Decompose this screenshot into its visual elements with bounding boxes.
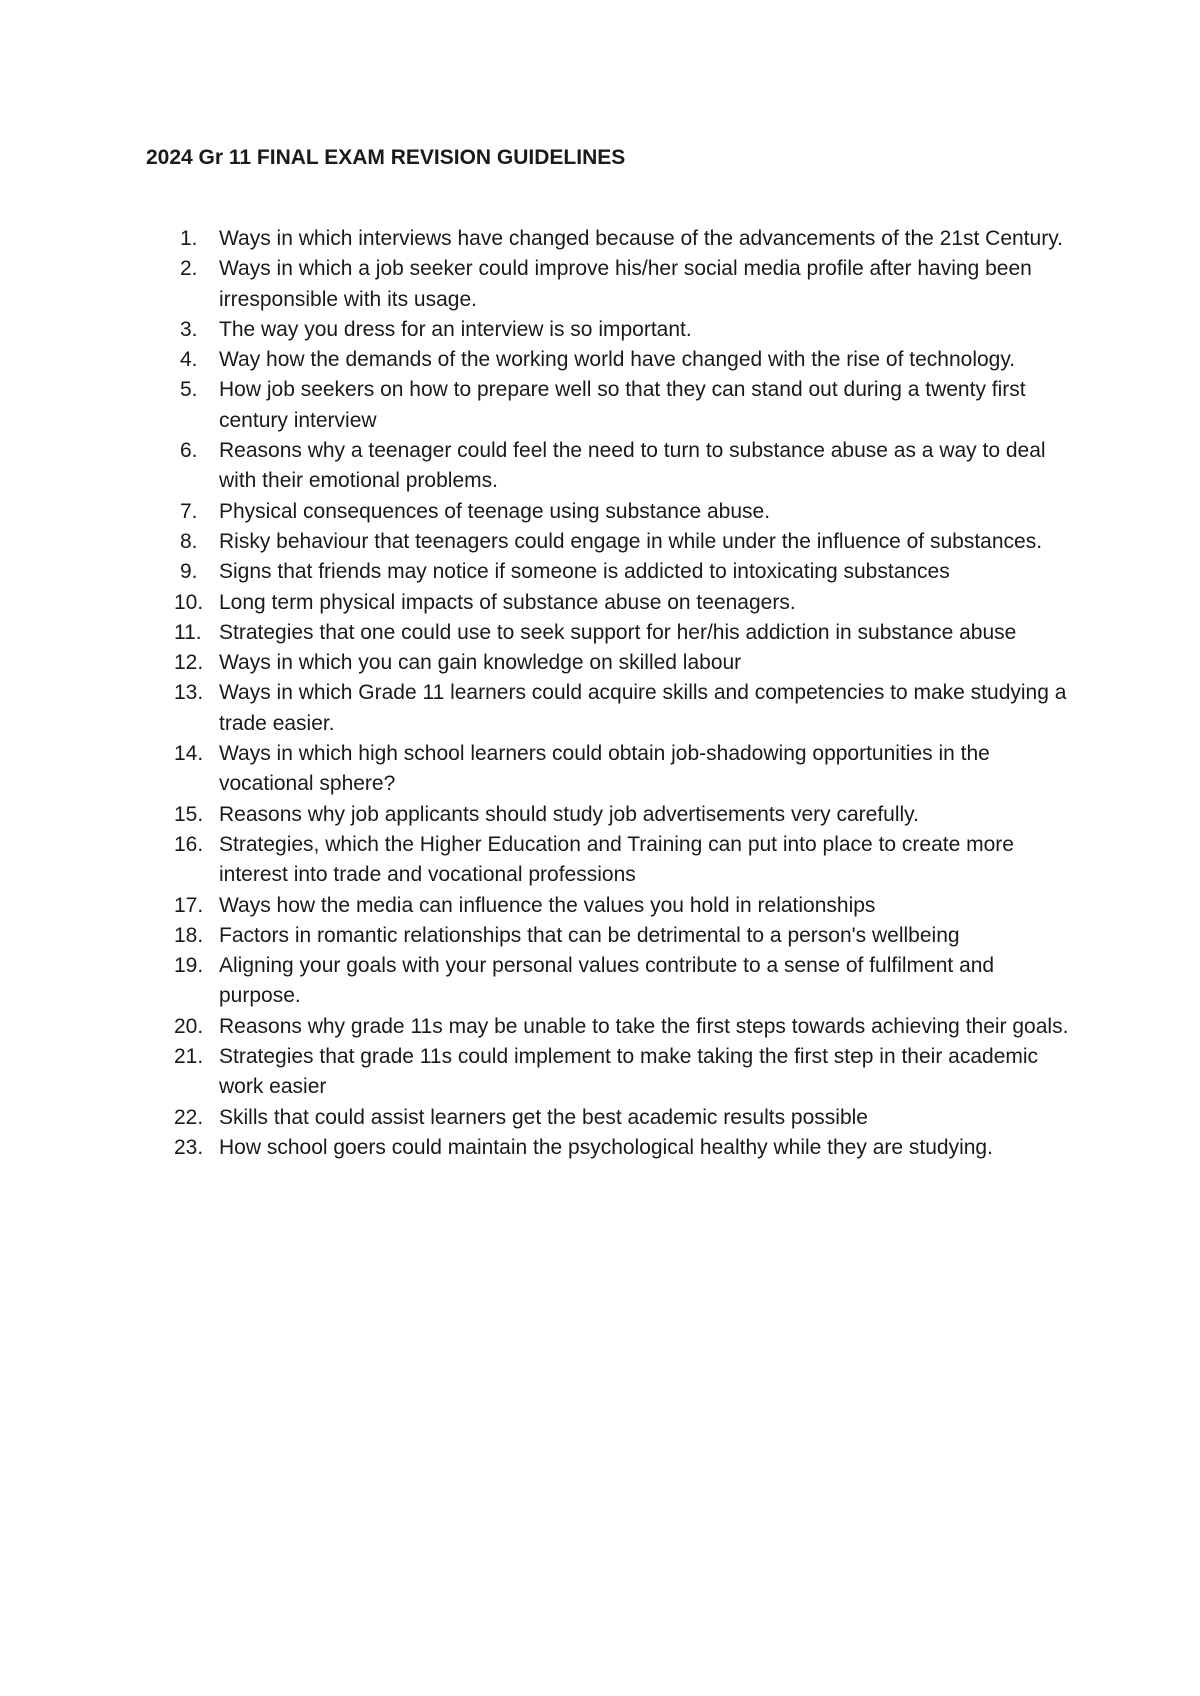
item-text: Way how the demands of the working world have changed with the rise of technology. [219, 348, 1016, 372]
list-item [0, 315, 1069, 345]
item-text: Physical consequences of teenage using substance abuse. [219, 499, 771, 523]
item-number: 6. [180, 439, 198, 463]
item-number: 15. [174, 802, 204, 826]
list-item [0, 891, 1069, 921]
list-item [0, 951, 1069, 1012]
list-item [0, 224, 1069, 254]
document-title: 2024 Gr 11 FINAL EXAM REVISION GUIDELINES [146, 146, 626, 169]
list-item [0, 678, 1069, 739]
item-number: 2. [180, 257, 198, 281]
item-number: 4. [180, 348, 198, 372]
item-text: Risky behaviour that teenagers could engage in while under the influence of substances. [219, 529, 1043, 553]
item-number: 3. [180, 317, 198, 341]
item-number: 1. [180, 227, 198, 250]
item-text: Ways in which a job seeker could improve his/her social media profile after having been irresponsible with its usage. [219, 257, 1032, 311]
item-text: Ways in which Grade 11 learners could acquire skills and competencies to make studying a trade easier. [219, 681, 1067, 735]
item-text: Ways how the media can influence the values you hold in relationships [219, 893, 876, 917]
list-item [0, 1103, 1069, 1133]
list-item [0, 588, 1069, 618]
item-number: 8. [180, 529, 198, 553]
list-item [0, 830, 1069, 891]
item-number: 18. [174, 923, 204, 947]
list-item [0, 345, 1069, 375]
item-number: 23. [174, 1135, 204, 1159]
item-text: Reasons why grade 11s may be unable to take the first steps towards achieving their goals. [219, 1014, 1069, 1038]
list-item [0, 254, 1069, 315]
list-item [0, 739, 1069, 800]
item-text: Ways in which high school learners could obtain job-shadowing opportunities in the vocational sphere? [219, 742, 990, 796]
item-number: 13. [174, 681, 204, 705]
item-number: 11. [174, 620, 202, 644]
list-item [0, 1042, 1069, 1103]
revision-list [0, 224, 1200, 1163]
item-text: Reasons why job applicants should study job advertisements very carefully. [219, 802, 919, 826]
item-text: Strategies that grade 11s could implement to make taking the first step in their academic work easier [219, 1045, 1039, 1099]
list-item [0, 436, 1069, 497]
item-number: 10. [174, 590, 204, 614]
item-text: The way you dress for an interview is so important. [219, 317, 692, 341]
item-number: 22. [174, 1105, 204, 1129]
list-item [0, 527, 1069, 557]
item-number: 14. [174, 742, 204, 766]
item-number: 5. [180, 378, 198, 402]
item-number: 16. [174, 832, 204, 856]
item-text: How school goers could maintain the psychological healthy while they are studying. [219, 1135, 993, 1159]
item-number: 19. [174, 954, 204, 978]
item-text: Strategies, which the Higher Education and Training can put into place to create more interest into trade and vocational professions [219, 832, 1014, 887]
item-text: Aligning your goals with your personal values contribute to a sense of fulfilment and purpose. [219, 954, 995, 1008]
item-number: 12. [174, 651, 204, 675]
item-number: 20. [174, 1014, 204, 1038]
item-text: Signs that friends may notice if someone is addicted to intoxicating substances [219, 560, 950, 584]
list-item [0, 618, 1069, 648]
item-text: Skills that could assist learners get the best academic results possible [219, 1105, 868, 1129]
list-item [0, 648, 1069, 678]
item-text: Ways in which interviews have changed because of the advancements of the 21st Century. [219, 227, 1063, 250]
item-text: How job seekers on how to prepare well so that they can stand out during a twenty first century interview [219, 378, 1026, 432]
list-item [0, 1012, 1069, 1042]
item-text: Long term physical impacts of substance abuse on teenagers. [219, 590, 796, 614]
list-item [0, 800, 1069, 830]
item-text: Ways in which you can gain knowledge on skilled labour [219, 651, 742, 675]
item-number: 21. [174, 1045, 204, 1069]
item-number: 9. [180, 560, 198, 584]
list-item [0, 497, 1069, 527]
item-number: 17. [174, 893, 204, 917]
list-item [0, 1133, 1069, 1163]
item-text: Strategies that one could use to seek support for her/his addiction in substance abuse [219, 620, 1017, 644]
item-text: Reasons why a teenager could feel the need to turn to substance abuse as a way to deal with their emotional problems. [219, 439, 1046, 493]
list-item [0, 557, 1069, 587]
list-item [0, 375, 1069, 436]
item-number: 7. [180, 499, 198, 523]
item-text: Factors in romantic relationships that can be detrimental to a person's wellbeing [219, 923, 960, 947]
list-item [0, 921, 1069, 951]
